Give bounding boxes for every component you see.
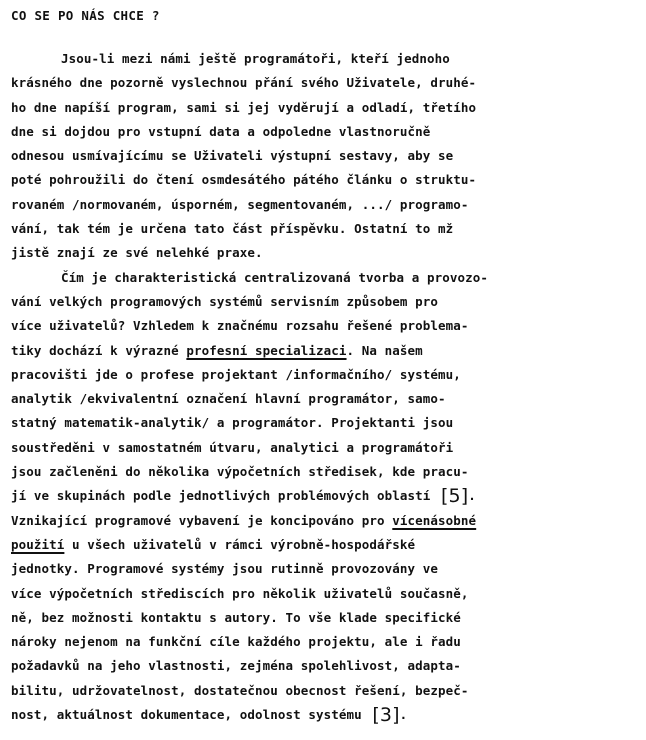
text-line bbox=[11, 120, 639, 144]
text-line bbox=[11, 217, 639, 241]
section-heading: CO SE PO NÁS CHCE ? bbox=[11, 8, 160, 23]
text-segment: u všech uživatelů v rámci výrobně-hospodářské bbox=[64, 536, 416, 552]
text-line bbox=[11, 96, 639, 120]
text-line bbox=[11, 436, 639, 460]
text-line bbox=[11, 363, 639, 387]
text-line bbox=[11, 290, 639, 314]
text-segment: ho dne napíší program, sami si jej vyděrují a odladí, třetího bbox=[11, 99, 477, 115]
text-line bbox=[11, 703, 639, 727]
text-segment: poté pohroužili do čtení osmdesátého pátého článku o struktu- bbox=[11, 172, 477, 188]
citation-reference: [3] bbox=[372, 704, 400, 727]
text-segment: více uživatelů? Vzhledem k značnému rozsahu řešené problema- bbox=[11, 318, 469, 334]
text-line bbox=[11, 266, 639, 290]
text-line bbox=[11, 71, 639, 95]
text-line bbox=[11, 193, 639, 217]
text-line bbox=[11, 509, 639, 533]
text-segment: jsou začleněni do několika výpočetních středisek, kde pracu- bbox=[11, 464, 469, 480]
text-line bbox=[11, 533, 639, 557]
text-segment: rovaném /normovaném, úsporném, segmentovaném, .../ programo- bbox=[11, 196, 469, 212]
text-line bbox=[11, 168, 639, 192]
text-segment: pracovišti jde o profese projektant /informačního/ systému, bbox=[11, 366, 461, 382]
text-line bbox=[11, 339, 639, 363]
text-segment: nost, aktuálnost dokumentace, odolnost systému bbox=[11, 707, 370, 723]
text-line bbox=[11, 460, 639, 484]
text-line bbox=[11, 679, 639, 703]
text-line bbox=[11, 557, 639, 581]
text-line bbox=[11, 582, 639, 606]
text-segment: Čím je charakteristická centralizovaná tvorba a provozo- bbox=[61, 269, 489, 285]
body-text bbox=[11, 47, 639, 727]
text-line bbox=[11, 241, 639, 265]
text-line bbox=[11, 314, 639, 338]
text-line bbox=[11, 387, 639, 411]
underlined-phrase: vícenásobné bbox=[392, 512, 477, 528]
text-segment: vání velkých programových systémů servisním způsobem pro bbox=[11, 293, 439, 309]
text-segment: jednotky. Programové systémy jsou rutinně provozovány ve bbox=[11, 561, 439, 577]
underlined-phrase: použití bbox=[11, 536, 65, 552]
text-segment: Jsou-li mezi námi ještě programátoři, kteří jednoho bbox=[61, 51, 450, 66]
text-segment: statný matematik-analytik/ a programátor. Projektanti jsou bbox=[11, 415, 454, 431]
text-segment: Vznikající programové vybavení je koncipováno pro bbox=[11, 512, 393, 528]
text-line bbox=[11, 47, 639, 71]
text-segment: odnesou usmívajícímu se Uživateli výstupní sestavy, aby se bbox=[11, 148, 454, 164]
text-segment: jistě znají ze své nelehké praxe. bbox=[11, 245, 263, 261]
text-segment: dne si dojdou pro vstupní data a odpoledne vlastnoručně bbox=[11, 123, 431, 139]
text-segment: krásného dne pozorně vyslechnou přání svého Uživatele, druhé- bbox=[11, 75, 477, 91]
text-segment: tiky dochází k výrazné bbox=[11, 342, 187, 358]
text-line bbox=[11, 630, 639, 654]
text-segment: požadavků na jeho vlastnosti, zejména spolehlivost, adapta- bbox=[11, 658, 461, 674]
text-segment: více výpočetních střediscích pro několik uživatelů současně, bbox=[11, 585, 469, 601]
text-line bbox=[11, 411, 639, 435]
text-segment: . bbox=[399, 707, 408, 723]
text-segment: bilitu, udržovatelnost, dostatečnou obecnost řešení, bezpeč- bbox=[11, 682, 469, 698]
text-line bbox=[11, 484, 639, 508]
underlined-phrase: profesní specializaci bbox=[186, 342, 347, 358]
text-line bbox=[11, 144, 639, 168]
text-segment: nároky nejenom na funkční cíle každého projektu, ale i řadu bbox=[11, 634, 461, 650]
text-segment: soustředěni v samostatném útvaru, analytici a programátoři bbox=[11, 439, 454, 455]
text-segment: ně, bez možnosti kontaktu s autory. To vše klade specifické bbox=[11, 609, 461, 625]
citation-reference: [5] bbox=[441, 485, 469, 508]
text-segment: jí ve skupinách podle jednotlivých problémových oblastí bbox=[11, 488, 439, 504]
text-segment: analytik /ekvivalentní označení hlavní programátor, samo- bbox=[11, 391, 446, 407]
text-segment: . bbox=[468, 488, 476, 504]
text-segment: vání, tak tém je určena tato část příspěvku. Ostatní to mž bbox=[11, 221, 454, 237]
text-line bbox=[11, 606, 639, 630]
text-segment: . Na našem bbox=[346, 342, 423, 358]
text-line bbox=[11, 654, 639, 678]
